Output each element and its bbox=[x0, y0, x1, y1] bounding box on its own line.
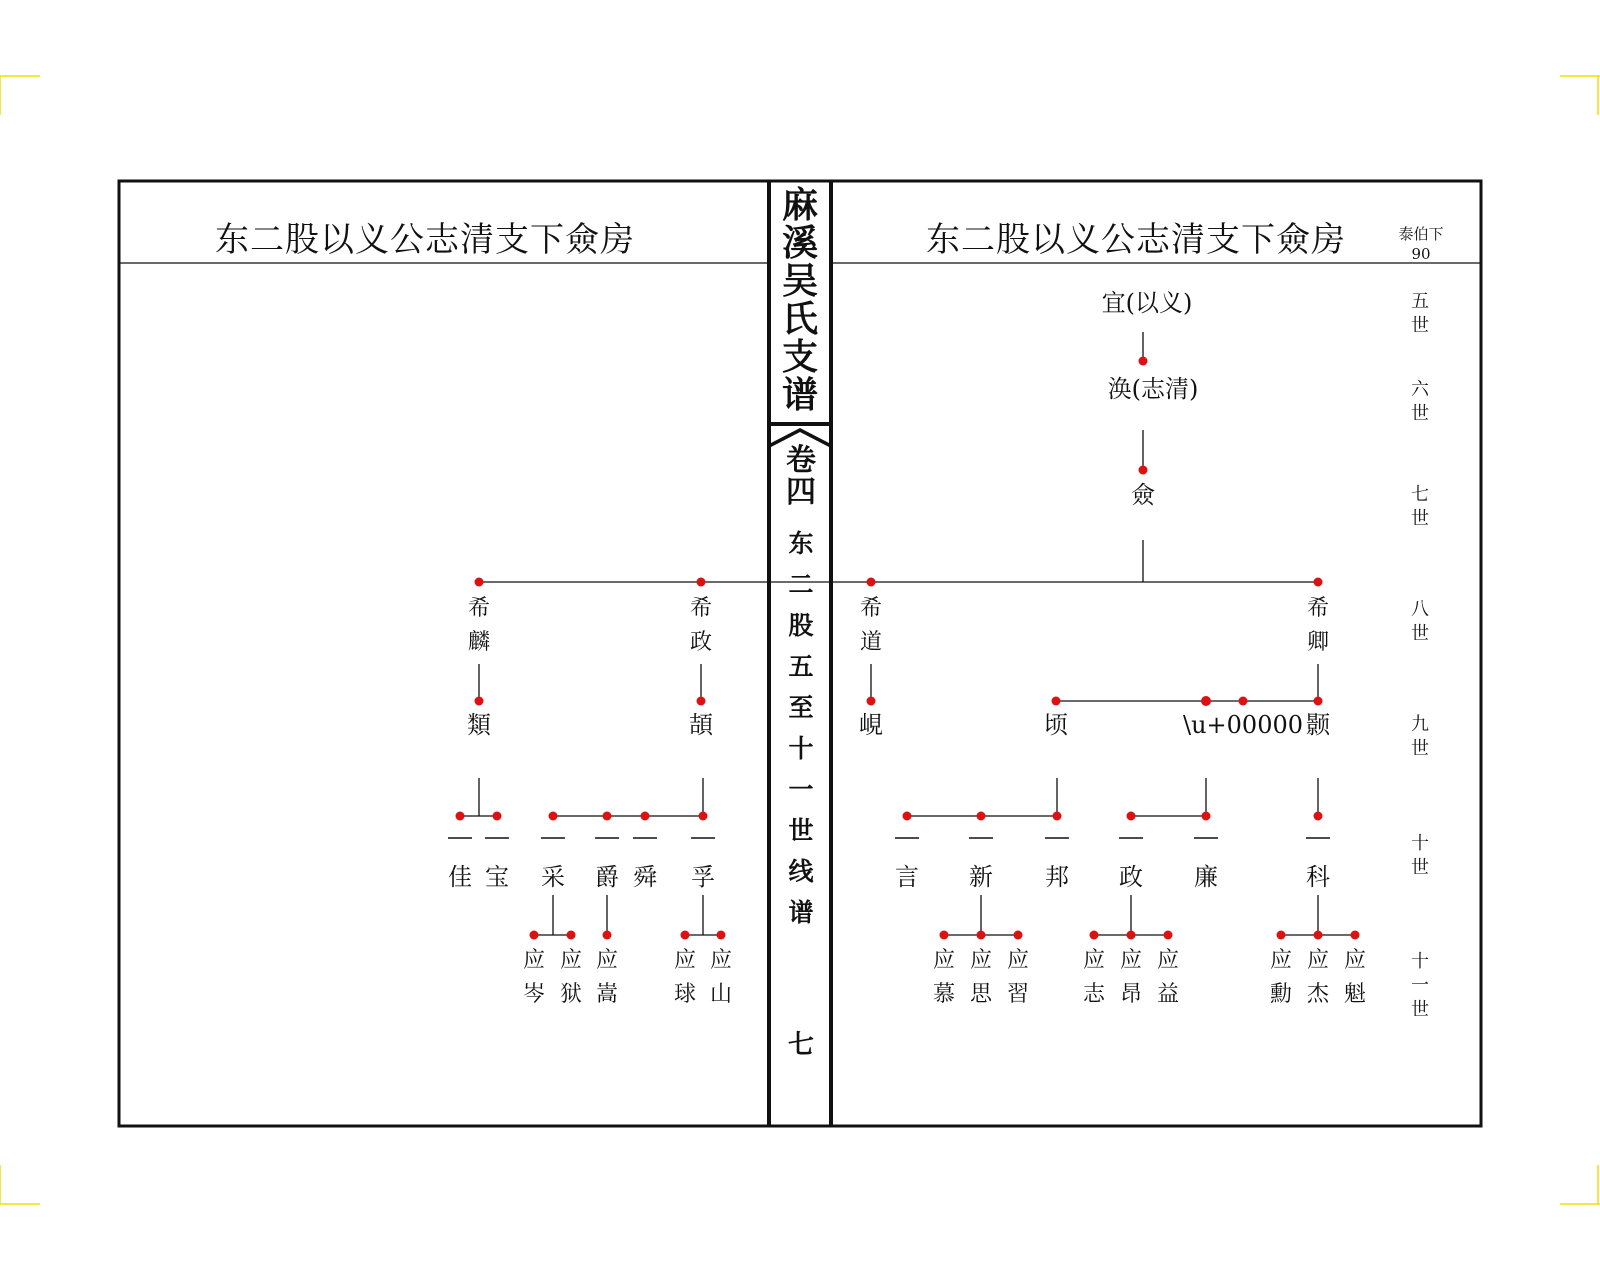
node-gen8-xiqing bbox=[1314, 578, 1323, 587]
person-name: 科 bbox=[1306, 863, 1330, 891]
person-name: 应 勳 bbox=[1269, 948, 1292, 1007]
generation-label: 六 世 bbox=[1411, 379, 1429, 424]
person-name: 应 狱 bbox=[559, 948, 582, 1007]
person-name: 应 志 bbox=[1082, 948, 1105, 1007]
person-name: 宝 bbox=[485, 863, 509, 891]
node-gen8-xidao bbox=[867, 578, 876, 587]
node-gen11-6 bbox=[940, 931, 949, 940]
node-gen10-cai bbox=[549, 812, 558, 821]
person-name: 应 杰 bbox=[1306, 948, 1329, 1007]
person-name: 应 思 bbox=[969, 948, 992, 1007]
node-gen10-jia bbox=[456, 812, 465, 821]
node-gen8-xizheng bbox=[697, 578, 706, 587]
node-gen11-14 bbox=[1351, 931, 1360, 940]
node-gen11-7 bbox=[977, 931, 986, 940]
person-name: 邦 bbox=[1045, 863, 1069, 891]
node-gen9-xie bbox=[697, 697, 706, 706]
node-gen11-2 bbox=[567, 931, 576, 940]
spine-subtitle: 东 二 股 五 至 十 一 世 线 谱 bbox=[788, 529, 814, 927]
node-gen9-extra bbox=[1239, 697, 1248, 706]
node-gen9-hao bbox=[1314, 697, 1323, 706]
node-gen9-unknown bbox=[1201, 696, 1211, 706]
person-name: 峴 bbox=[859, 711, 883, 739]
person-name: 应 慕 bbox=[932, 948, 955, 1007]
node-gen9-lei bbox=[475, 697, 484, 706]
person-name: 類 bbox=[467, 711, 491, 739]
node-gen10-lian bbox=[1202, 812, 1211, 821]
person-name: 应 魁 bbox=[1343, 948, 1366, 1007]
person-name: 应 嵩 bbox=[595, 948, 618, 1007]
person-name: 希 道 bbox=[859, 596, 882, 655]
person-name: 希 卿 bbox=[1306, 596, 1329, 655]
page-number: 七 bbox=[787, 1030, 814, 1060]
person-name: 廉 bbox=[1194, 863, 1218, 891]
generation-label: 十 一 世 bbox=[1411, 951, 1429, 1020]
person-gen6: 涣(志清) bbox=[1107, 375, 1199, 403]
person-name: 应 益 bbox=[1156, 948, 1179, 1007]
node-gen11-8 bbox=[1014, 931, 1023, 940]
header-left: 东二股以义公志清支下僉房 bbox=[215, 220, 635, 260]
person-name: 舜 bbox=[633, 863, 657, 891]
node-gen10-jue bbox=[603, 812, 612, 821]
person-name: \u+00000 bbox=[1183, 711, 1303, 739]
node-gen11-9 bbox=[1090, 931, 1099, 940]
person-name: 采 bbox=[541, 863, 565, 891]
node-gen11-5 bbox=[717, 931, 726, 940]
node-gen11-11 bbox=[1164, 931, 1173, 940]
person-name: 顷 bbox=[1044, 711, 1068, 739]
node-gen10-xin bbox=[977, 812, 986, 821]
page-ref-number: 90 bbox=[1411, 245, 1431, 263]
generation-label: 九 世 bbox=[1411, 714, 1429, 759]
person-name: 希 政 bbox=[689, 596, 712, 655]
node-gen7 bbox=[1139, 466, 1148, 475]
node-gen10-yan bbox=[903, 812, 912, 821]
person-name: 孚 bbox=[691, 863, 715, 891]
node-gen10-shun bbox=[641, 812, 650, 821]
node-gen11-3 bbox=[603, 931, 612, 940]
person-name: 佳 bbox=[448, 863, 472, 891]
person-name: 应 岑 bbox=[522, 948, 545, 1007]
node-gen11-13 bbox=[1314, 931, 1323, 940]
node-gen11-10 bbox=[1127, 931, 1136, 940]
person-name: 爵 bbox=[595, 863, 619, 891]
person-gen7: 僉 bbox=[1131, 481, 1155, 509]
node-gen11-4 bbox=[681, 931, 690, 940]
header-right: 东二股以义公志清支下僉房 bbox=[926, 220, 1346, 260]
person-name: 应 習 bbox=[1006, 948, 1029, 1007]
generation-label: 五 世 bbox=[1411, 291, 1429, 336]
node-gen9-qing bbox=[1052, 697, 1061, 706]
node-gen10-zheng bbox=[1127, 812, 1136, 821]
person-gen5: 宜(以义) bbox=[1101, 289, 1193, 317]
node-gen6 bbox=[1139, 357, 1148, 366]
node-gen10-ke bbox=[1314, 812, 1323, 821]
page-ref-label: 泰伯下 bbox=[1398, 225, 1444, 243]
node-gen11-12 bbox=[1277, 931, 1286, 940]
person-name: 希 麟 bbox=[467, 596, 490, 655]
node-gen11-1 bbox=[530, 931, 539, 940]
node-gen10-bao bbox=[493, 812, 502, 821]
tree-lines bbox=[460, 332, 1355, 935]
tree-nodes bbox=[456, 357, 1360, 940]
node-gen10-bang bbox=[1053, 812, 1062, 821]
person-name: 政 bbox=[1119, 863, 1143, 891]
book-title: 麻 溪 吴 氏 支 谱 bbox=[781, 184, 818, 416]
volume-label: 卷 四 bbox=[786, 443, 816, 510]
person-name: 新 bbox=[969, 863, 993, 891]
person-name: 頡 bbox=[689, 711, 713, 739]
generation-label: 十 世 bbox=[1411, 833, 1429, 878]
generation-label: 七 世 bbox=[1411, 484, 1429, 529]
person-name: 颢 bbox=[1306, 711, 1330, 739]
node-gen9-xian bbox=[867, 697, 876, 706]
generation-label: 八 世 bbox=[1411, 599, 1429, 644]
person-name: 应 昂 bbox=[1119, 948, 1142, 1007]
person-name: 言 bbox=[895, 863, 919, 891]
node-gen8-xilin bbox=[475, 578, 484, 587]
person-name: 应 球 bbox=[673, 948, 696, 1007]
node-gen10-fu bbox=[699, 812, 708, 821]
person-name: 应 山 bbox=[709, 948, 732, 1007]
